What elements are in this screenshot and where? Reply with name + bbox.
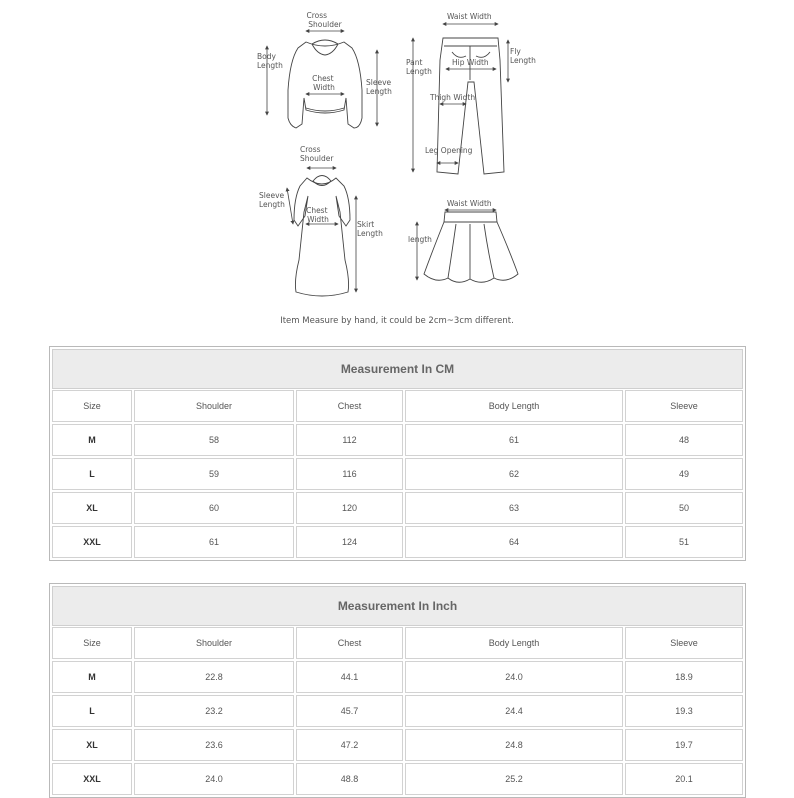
cell-size: XXL [52, 763, 132, 795]
measurement-note: Item Measure by hand, it could be 2cm~3cm different. [280, 316, 514, 326]
table-row [52, 526, 743, 558]
header-body-length: Body Length [405, 627, 623, 659]
dress-drawing [294, 176, 350, 297]
header-size: Size [52, 390, 132, 422]
table-title: Measurement In CM [52, 349, 743, 389]
table-row [52, 695, 743, 727]
cell-shoulder: 61 [134, 526, 294, 558]
cell-body-length: 61 [405, 424, 623, 456]
cell-shoulder: 23.2 [134, 695, 294, 727]
header-sleeve: Sleeve [625, 627, 743, 659]
cell-body-length: 64 [405, 526, 623, 558]
cell-size: M [52, 424, 132, 456]
cell-size: L [52, 695, 132, 727]
cell-shoulder: 22.8 [134, 661, 294, 693]
table-row [52, 763, 743, 795]
label-pant-length: Pant Length [406, 58, 432, 76]
label-cross-shoulder-top: Cross Shoulder [306, 11, 342, 29]
cell-sleeve: 49 [625, 458, 743, 490]
cell-chest: 116 [296, 458, 403, 490]
table-row [52, 492, 743, 524]
cell-sleeve: 18.9 [625, 661, 743, 693]
cell-chest: 44.1 [296, 661, 403, 693]
measurement-diagram [0, 0, 794, 310]
label-leg-opening: Leg Opening [425, 146, 473, 155]
table-row [52, 424, 743, 456]
cell-sleeve: 48 [625, 424, 743, 456]
table-title: Measurement In Inch [52, 586, 743, 626]
header-size: Size [52, 627, 132, 659]
cell-shoulder: 24.0 [134, 763, 294, 795]
header-chest: Chest [296, 627, 403, 659]
cell-sleeve: 50 [625, 492, 743, 524]
label-fly-length: Fly Length [510, 47, 536, 65]
table-row [52, 458, 743, 490]
cell-body-length: 24.0 [405, 661, 623, 693]
label-chest-width-dress: Chest Width [306, 206, 329, 224]
cell-chest: 48.8 [296, 763, 403, 795]
header-chest: Chest [296, 390, 403, 422]
label-skirt-length-short: length [408, 235, 432, 244]
header-shoulder: Shoulder [134, 390, 294, 422]
cell-sleeve: 51 [625, 526, 743, 558]
cell-chest: 112 [296, 424, 403, 456]
cell-chest: 45.7 [296, 695, 403, 727]
cell-sleeve: 19.7 [625, 729, 743, 761]
cell-size: XXL [52, 526, 132, 558]
cell-body-length: 24.4 [405, 695, 623, 727]
label-body-length-top: Body Length [257, 52, 283, 70]
label-skirt-length: Skirt Length [357, 220, 383, 238]
cell-shoulder: 23.6 [134, 729, 294, 761]
cell-chest: 47.2 [296, 729, 403, 761]
cell-body-length: 62 [405, 458, 623, 490]
cell-sleeve: 19.3 [625, 695, 743, 727]
skirt-drawing [424, 212, 518, 282]
measurement-table-cm [49, 346, 746, 561]
label-thigh-width: Thigh Width [430, 93, 476, 102]
cell-size: L [52, 458, 132, 490]
table-row [52, 729, 743, 761]
cell-size: XL [52, 492, 132, 524]
label-hip-width: Hip Width [452, 58, 489, 67]
table-header-row [52, 627, 743, 659]
header-body-length: Body Length [405, 390, 623, 422]
cell-shoulder: 58 [134, 424, 294, 456]
measurement-table-inch [49, 583, 746, 798]
cell-size: XL [52, 729, 132, 761]
cell-size: M [52, 661, 132, 693]
cell-body-length: 63 [405, 492, 623, 524]
label-waist-width-pants: Waist Width [447, 12, 492, 21]
cell-chest: 124 [296, 526, 403, 558]
label-sleeve-length-top: Sleeve Length [366, 78, 392, 96]
cell-body-length: 24.8 [405, 729, 623, 761]
cell-shoulder: 60 [134, 492, 294, 524]
label-waist-width-skirt: Waist Width [447, 199, 492, 208]
cell-body-length: 25.2 [405, 763, 623, 795]
table-header-row [52, 390, 743, 422]
label-sleeve-length-dress: Sleeve Length [259, 191, 285, 209]
table-row [52, 661, 743, 693]
cell-shoulder: 59 [134, 458, 294, 490]
cell-chest: 120 [296, 492, 403, 524]
header-sleeve: Sleeve [625, 390, 743, 422]
header-shoulder: Shoulder [134, 627, 294, 659]
label-chest-width-top: Chest Width [312, 74, 335, 92]
label-cross-shoulder-dress: Cross Shoulder [300, 145, 334, 163]
cell-sleeve: 20.1 [625, 763, 743, 795]
